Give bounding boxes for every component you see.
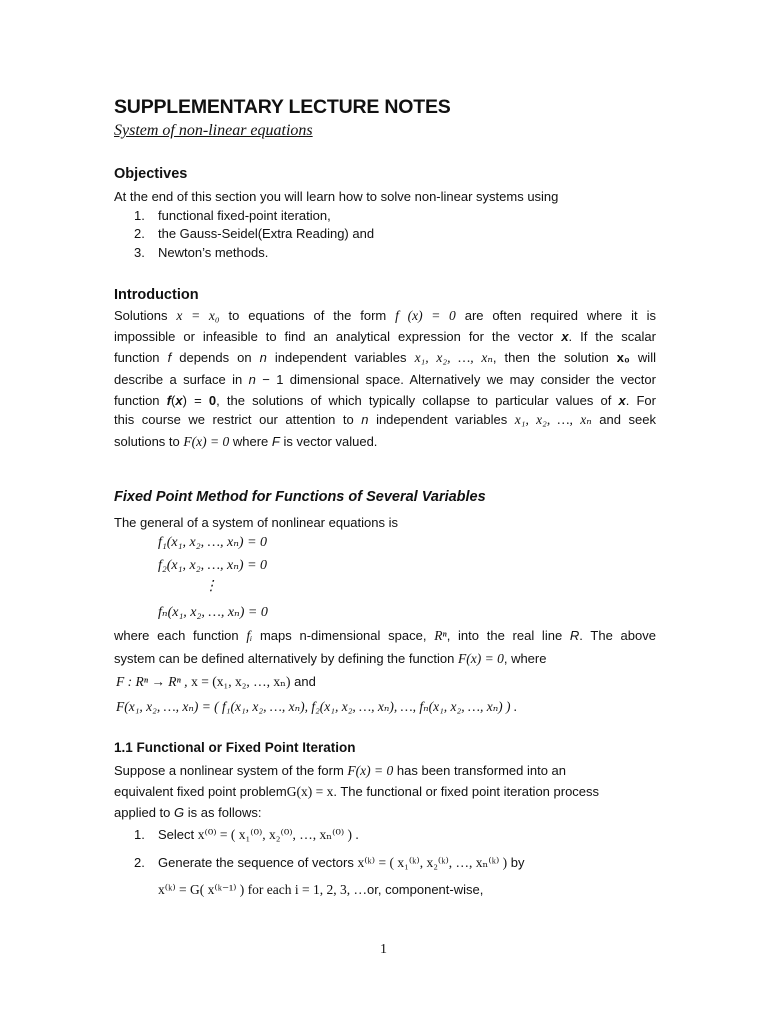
math-sequence-vector: x⁽ᵏ⁾ = ( x₁⁽ᵏ⁾, x₂⁽ᵏ⁾, …, xₙ⁽ᵏ⁾ ) bbox=[357, 855, 508, 870]
text: or, component-wise, bbox=[367, 882, 484, 897]
text: Suppose a nonlinear system of the form bbox=[114, 763, 344, 778]
step-continuation bbox=[158, 882, 483, 898]
text: has been transformed into an bbox=[396, 763, 566, 778]
text: . The functional or fixed point iteration process bbox=[333, 784, 600, 799]
text: where each function bbox=[114, 628, 239, 643]
text: are often required where it is bbox=[464, 308, 656, 323]
objective-item bbox=[134, 245, 268, 260]
section-1-1-heading: 1.1 Functional or Fixed Point Iteration bbox=[114, 740, 356, 755]
text: and bbox=[294, 674, 316, 689]
text: . The above bbox=[579, 628, 656, 643]
F-definition-equation: F(x₁, x₂, …, xₙ) = ( f₁(x₁, x₂, …, xₙ), f₂(x₁, x₂, …, xₙ), …, fₙ(x₁, x₂, …, xₙ) ) . bbox=[116, 699, 518, 714]
intro-line-1 bbox=[114, 308, 656, 324]
text: . If the scalar bbox=[568, 329, 656, 344]
vector-f: f bbox=[166, 393, 172, 408]
vector-x: x bbox=[618, 393, 626, 408]
symbol-n: n bbox=[361, 412, 369, 427]
page-number: 1 bbox=[380, 942, 387, 957]
where-line-1 bbox=[114, 628, 656, 644]
list-text: Select bbox=[158, 827, 195, 842]
vector-x: x bbox=[175, 393, 183, 408]
fixed-point-intro: The general of a system of nonlinear equations is bbox=[114, 515, 399, 530]
vertical-ellipsis: ⋮ bbox=[204, 579, 218, 594]
math-variables: x₁, x₂, …, xₙ bbox=[514, 412, 592, 427]
objective-item bbox=[134, 208, 331, 223]
list-text: the Gauss-Seidel(Extra Reading) and bbox=[158, 226, 375, 241]
intro-line-3 bbox=[114, 350, 656, 366]
text: is as follows: bbox=[187, 805, 262, 820]
math-Rn: Rⁿ bbox=[434, 628, 447, 643]
text: , where bbox=[503, 651, 547, 666]
math-f-of-x-equals-0: f (x) = 0 bbox=[395, 308, 456, 323]
list-number: 2. bbox=[134, 226, 145, 241]
text: impossible or infeasible to find an analytical expression for the vector bbox=[114, 329, 554, 344]
equation-n: fₙ(x₁, x₂, …, xₙ) = 0 bbox=[158, 605, 268, 620]
list-text: Newton’s methods. bbox=[158, 245, 269, 260]
text: . For bbox=[625, 393, 656, 408]
text: maps n-dimensional space, bbox=[259, 628, 427, 643]
objective-item bbox=[134, 226, 374, 241]
list-number: 1. bbox=[134, 208, 145, 223]
where-line-3 bbox=[116, 674, 316, 690]
symbol-f: f bbox=[167, 350, 172, 365]
text: solutions to bbox=[114, 434, 180, 449]
text: is vector valued. bbox=[283, 434, 378, 449]
document-subtitle: System of non-linear equations bbox=[114, 122, 313, 139]
objectives-heading: Objectives bbox=[114, 166, 188, 182]
text: function bbox=[114, 350, 160, 365]
objectives-intro: At the end of this section you will learn how to solve non-linear systems using bbox=[114, 189, 559, 204]
symbol-n: n bbox=[259, 350, 267, 365]
text: independent variables bbox=[376, 412, 508, 427]
section-line-3 bbox=[114, 805, 261, 820]
step-item bbox=[134, 827, 359, 843]
text: will bbox=[637, 350, 656, 365]
text: Solutions bbox=[114, 308, 168, 323]
text: function bbox=[114, 393, 160, 408]
equation-1: f₁(x₁, x₂, …, xₙ) = 0 bbox=[158, 535, 268, 550]
symbol-R: R bbox=[569, 628, 580, 643]
section-line-1 bbox=[114, 763, 566, 779]
math-F-of-x-equals-0: F(x) = 0 bbox=[458, 651, 504, 666]
text: system can be defined alternatively by defining the function bbox=[114, 651, 455, 666]
text: , then the solution bbox=[492, 350, 609, 365]
text: independent variables bbox=[274, 350, 407, 365]
list-number: 2. bbox=[134, 855, 145, 870]
section-line-2 bbox=[114, 784, 599, 800]
introduction-heading: Introduction bbox=[114, 287, 199, 303]
intro-line-5 bbox=[114, 393, 656, 408]
math-variables: x₁, x₂, …, xₙ bbox=[414, 350, 493, 365]
intro-line-2 bbox=[114, 329, 656, 344]
text: to equations of the form bbox=[228, 308, 387, 323]
text: describe a surface in bbox=[114, 372, 243, 387]
math-initial-vector: x⁽⁰⁾ = ( x₁⁽⁰⁾, x₂⁽⁰⁾, …, xₙ⁽⁰⁾ ) . bbox=[197, 827, 359, 842]
text: − 1 dimensional space. Alternatively we may consider the vector bbox=[262, 372, 656, 387]
list-text: Generate the sequence of vectors bbox=[158, 855, 354, 870]
math-x-vector: x = (x₁, x₂, …, xₙ) bbox=[191, 674, 291, 689]
text: , into the real line bbox=[446, 628, 563, 643]
math-F-of-x-equals-0: F(x) = 0 bbox=[183, 434, 230, 449]
math-iteration-formula: x⁽ᵏ⁾ = G( x⁽ᵏ⁻¹⁾ ) for each i = 1, 2, 3, … bbox=[158, 882, 368, 897]
intro-line-4 bbox=[114, 372, 656, 387]
math-F-of-x-equals-0: F(x) = 0 bbox=[347, 763, 394, 778]
step-item bbox=[134, 855, 525, 871]
where-line-2 bbox=[114, 651, 546, 667]
text: where bbox=[232, 434, 269, 449]
equation-2: f₂(x₁, x₂, …, xₙ) = 0 bbox=[158, 558, 268, 573]
text: and seek bbox=[599, 412, 656, 427]
intro-line-7 bbox=[114, 434, 377, 450]
document-title: SUPPLEMENTARY LECTURE NOTES bbox=[114, 96, 451, 118]
math-F-mapping: F : Rⁿ → Rⁿ , bbox=[116, 674, 188, 689]
text: applied to bbox=[114, 805, 171, 820]
list-text: functional fixed-point iteration, bbox=[158, 208, 331, 223]
vector-x: x bbox=[561, 329, 569, 344]
text: ) = bbox=[182, 393, 202, 408]
text: this course we restrict our attention to bbox=[114, 412, 354, 427]
text: by bbox=[510, 855, 525, 870]
list-number: 1. bbox=[134, 827, 145, 842]
math-G-of-x-equals-x: G(x) = x bbox=[286, 784, 334, 799]
math-fi: fᵢ bbox=[246, 628, 253, 643]
fixed-point-heading: Fixed Point Method for Functions of Several Variables bbox=[114, 489, 486, 505]
symbol-G: G bbox=[174, 805, 185, 820]
symbol-F: F bbox=[271, 434, 280, 449]
text: depends on bbox=[179, 350, 252, 365]
text: , the solutions of which typically collapse to particular values of bbox=[216, 393, 612, 408]
vector-x0: x₀ bbox=[616, 350, 630, 365]
list-number: 3. bbox=[134, 245, 145, 260]
text: equivalent fixed point problem bbox=[114, 784, 287, 799]
intro-line-6 bbox=[114, 412, 656, 428]
vector-zero: 0 bbox=[208, 393, 217, 408]
text: ( bbox=[171, 393, 176, 408]
math-x-equals-x0: x = x₀ bbox=[176, 308, 220, 323]
symbol-n: n bbox=[248, 372, 256, 387]
